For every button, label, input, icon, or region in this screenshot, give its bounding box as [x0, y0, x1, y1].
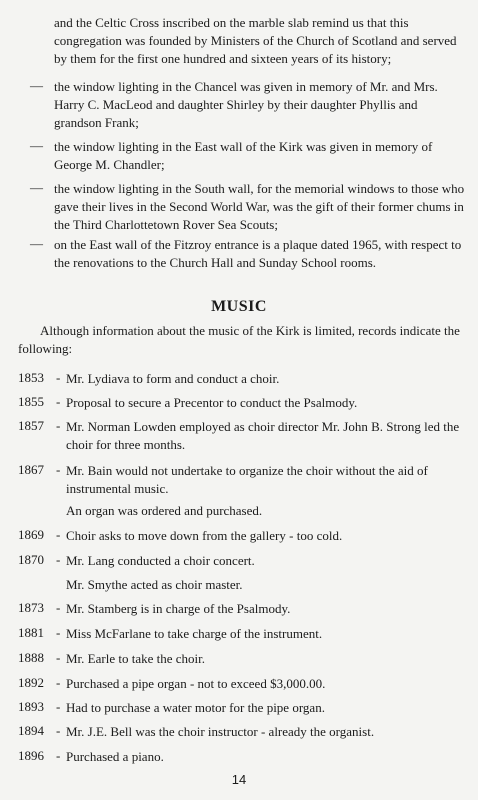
entry-text: Purchased a piano.	[66, 749, 164, 764]
entry-text: Mr. Stamberg is in charge of the Psalmody.	[66, 601, 291, 616]
entry-text: Mr. Lang conducted a choir concert.	[66, 553, 255, 568]
timeline-entry	[18, 675, 470, 693]
timeline-entry	[18, 370, 470, 388]
entry-text: Mr. Smythe acted as choir master.	[66, 577, 243, 592]
section-heading: MUSIC	[211, 298, 267, 315]
entry-text: Miss McFarlane to take charge of the instrument.	[66, 626, 323, 641]
memorial-item	[30, 236, 466, 272]
entry-separator: -	[56, 418, 61, 433]
entry-text: Mr. Earle to take the choir.	[66, 651, 205, 666]
entry-text: Mr. Lydiava to form and conduct a choir.	[66, 371, 280, 386]
entry-text: An organ was ordered and purchased.	[66, 503, 263, 518]
entry-separator: -	[56, 527, 61, 542]
entry-separator: -	[56, 370, 61, 385]
entry-text: Choir asks to move down from the gallery - too cold.	[66, 528, 343, 543]
timeline-entry	[18, 418, 470, 454]
intro-paragraph: and the Celtic Cross inscribed on the marble slab remind us that this congregation was founded by Ministers of the Church of Scotland and served by them for the first one hundred and sixteen years of its history;	[54, 15, 457, 66]
entry-separator: -	[56, 552, 61, 567]
timeline-entry	[18, 502, 470, 520]
entry-year: 1896	[18, 748, 44, 763]
timeline-entry	[18, 723, 470, 741]
timeline-entry	[18, 699, 470, 717]
timeline-entry	[18, 462, 470, 498]
timeline-entry	[18, 394, 470, 412]
entry-separator: -	[56, 675, 61, 690]
entry-separator: -	[56, 625, 61, 640]
section-intro: Although information about the music of the Kirk is limited, records indicate the following:	[18, 323, 460, 356]
memorial-text: the window lighting in the South wall, for the memorial windows to those who gave their lives in the Second World War, was the gift of their former chums in the Third Charlottetown Rover Sea Scouts;	[54, 181, 465, 232]
list-dash: —	[30, 78, 43, 93]
entry-text: Mr. J.E. Bell was the choir instructor - already the organist.	[66, 724, 375, 739]
list-dash: —	[30, 180, 43, 195]
timeline-entry	[18, 527, 470, 545]
entry-year: 1857	[18, 418, 44, 433]
memorial-item	[30, 138, 466, 174]
memorial-text: on the East wall of the Fitzroy entrance is a plaque dated 1965, with respect to the renovations to the Church Hall and Sunday School rooms.	[54, 237, 462, 270]
entry-text: Purchased a pipe organ - not to exceed $3,000.00.	[66, 676, 326, 691]
list-dash: —	[30, 236, 43, 251]
entry-year: 1873	[18, 600, 44, 615]
page-number: 14	[231, 772, 247, 787]
entry-separator: -	[56, 748, 61, 763]
memorial-text: the window lighting in the Chancel was given in memory of Mr. and Mrs. Harry C. MacLeod and daughter Shirley by their daughter Phyllis and grandson Frank;	[54, 79, 438, 130]
timeline-entry	[18, 576, 470, 594]
entry-text: Proposal to secure a Precentor to conduct the Psalmody.	[66, 395, 358, 410]
timeline-entry	[18, 748, 470, 766]
entry-year: 1888	[18, 650, 44, 665]
memorial-text: the window lighting in the East wall of the Kirk was given in memory of George M. Chandler;	[54, 139, 433, 172]
entry-separator: -	[56, 462, 61, 477]
entry-separator: -	[56, 600, 61, 615]
entry-text: Mr. Norman Lowden employed as choir director Mr. John B. Strong led the choir for three months.	[66, 419, 460, 452]
timeline-entry	[18, 650, 470, 668]
memorial-item	[30, 180, 466, 234]
entry-year: 1881	[18, 625, 44, 640]
memorial-item	[30, 78, 466, 132]
entry-separator: -	[56, 650, 61, 665]
entry-year: 1853	[18, 370, 44, 385]
entry-separator: -	[56, 699, 61, 714]
entry-separator: -	[56, 394, 61, 409]
timeline-entry	[18, 552, 470, 570]
entry-year: 1894	[18, 723, 44, 738]
timeline-entry	[18, 600, 470, 618]
entry-text: Mr. Bain would not undertake to organize the choir without the aid of instrumental music.	[66, 463, 428, 496]
list-dash: —	[30, 138, 43, 153]
timeline-entry	[18, 625, 470, 643]
entry-year: 1870	[18, 552, 44, 567]
entry-year: 1855	[18, 394, 44, 409]
entry-year: 1892	[18, 675, 44, 690]
entry-year: 1893	[18, 699, 44, 714]
entry-year: 1869	[18, 527, 44, 542]
entry-text: Had to purchase a water motor for the pipe organ.	[66, 700, 325, 715]
entry-year: 1867	[18, 462, 44, 477]
entry-separator: -	[56, 723, 61, 738]
